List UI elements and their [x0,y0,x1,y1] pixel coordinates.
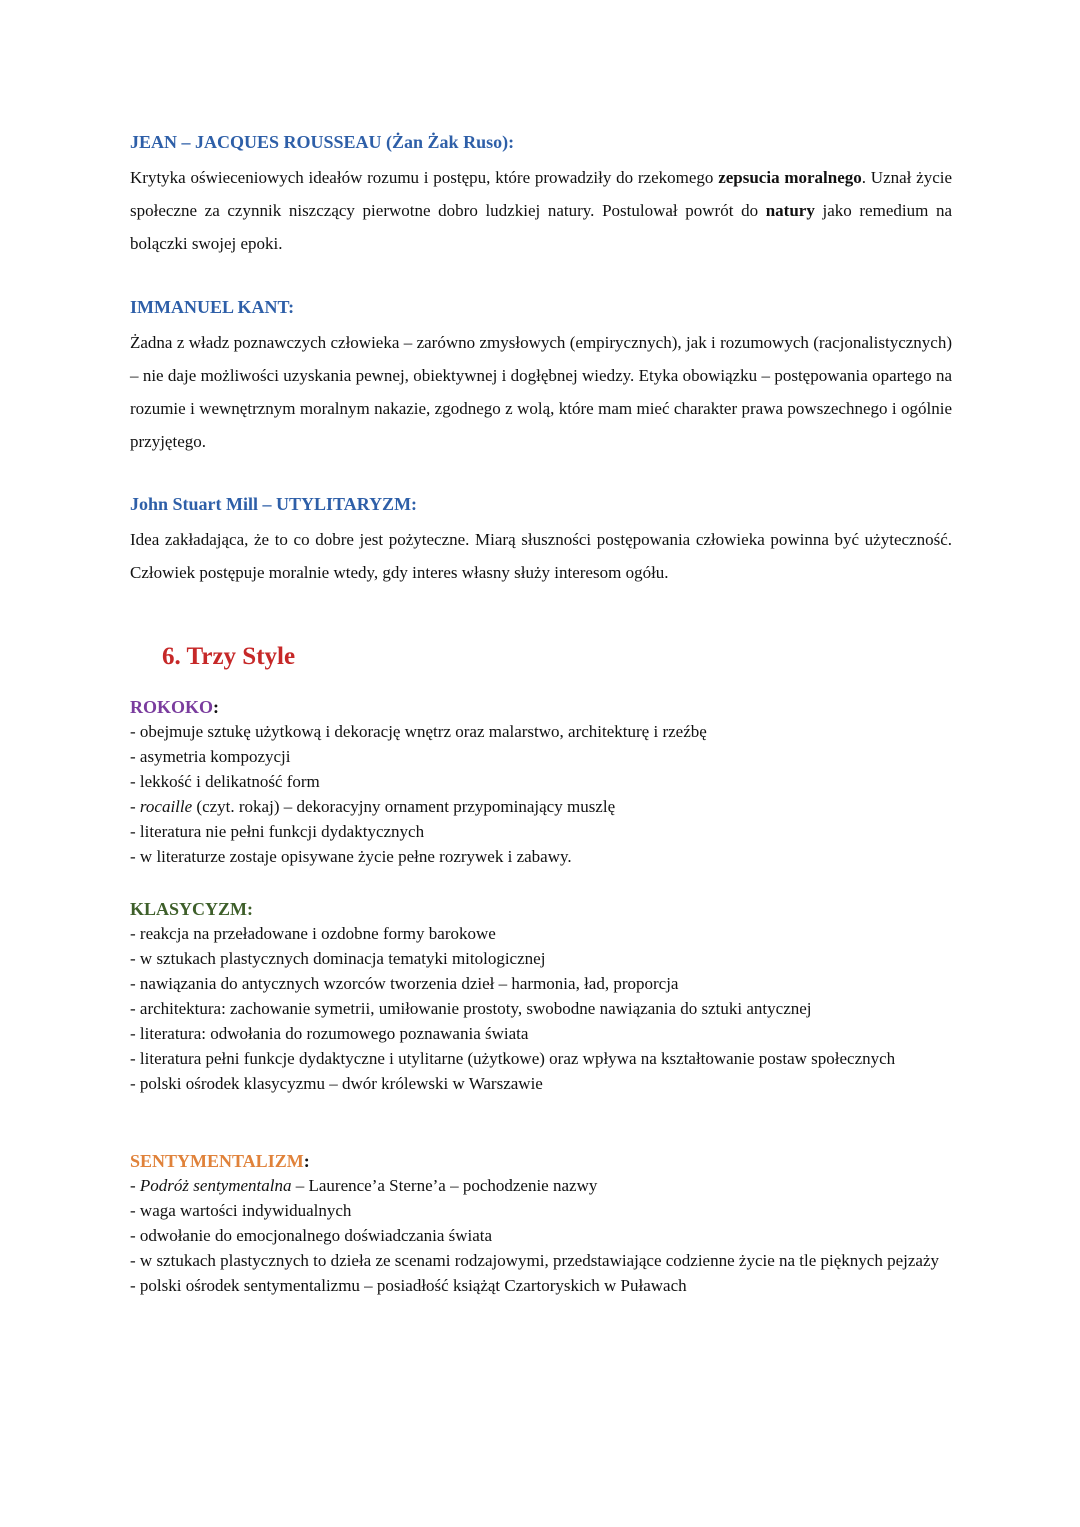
rousseau-text-part: jako remedium na bolączki swojej epoki. [130,201,952,253]
mill-text: Idea zakładająca, że to co dobre jest pożyteczne. Miarą słuszności postępowania człowieka powinna być użyteczność. Człowiek postępuje moralnie wtedy, gdy interes własny służy interesom ogółu. [130,530,952,582]
klasycyzm-heading: KLASYCYZM: [130,899,254,919]
kant-section [130,296,952,458]
rousseau-heading: JEAN – JACQUES ROUSSEAU (Żan Żak Ruso): [130,132,515,152]
list-item: - reakcja na przeładowane i ozdobne formy barokowe [130,924,496,943]
sentymentalizm-list [130,1173,952,1298]
list-item-rest: – Laurence’a Sterne’a – pochodzenie nazwy [291,1176,598,1195]
list-item: - lekkość i delikatność form [130,772,320,791]
rousseau-bold-moral: zepsucia moralnego [718,168,862,187]
kant-heading: IMMANUEL KANT: [130,297,295,317]
book-title: Podróż sentymentalna [139,1176,292,1195]
rokoko-list [130,719,952,869]
list-item: - polski ośrodek sentymentalizmu – posiadłość książąt Czartoryskich w Puławach [130,1276,687,1295]
list-item: - w sztukach plastycznych to dzieła ze scenami rodzajowymi, przedstawiające codzienne życie na tle pięknych pejzaży [130,1251,940,1270]
section-title: 6. Trzy Style [162,643,296,670]
klasycyzm-section [130,898,952,1096]
kant-text: Żadna z władz poznawczych człowieka – zarówno zmysłowych (empirycznych), jak i rozumowych (racjonalistycznych) – nie daje możliwości uzyskania pewnej, obiektywnej i dogłębnej wiedzy. Etyka obowiązku – postępowania opartego na rozumie i wewnętrznym moralnym nakazie, zgodnego z wolą, które mam mieć charakter prawa powszechnego i ogólnie przyjętego. [130,333,952,451]
list-item [130,1173,952,1198]
list-item: - literatura: odwołania do rozumowego poznawania świata [130,1024,529,1043]
list-item: - literatura nie pełni funkcji dydaktycznych [130,822,425,841]
list-item-prefix: - [130,1176,140,1195]
rousseau-text [130,161,952,260]
sentymentalizm-heading [130,1150,952,1172]
mill-heading: John Stuart Mill – UTYLITARYZM: [130,494,418,514]
rousseau-text-part: Krytyka oświeceniowych ideałów rozumu i postępu, które prowadziły do rzekomego [130,168,719,187]
sentymentalizm-heading-colon: : [303,1151,310,1171]
klasycyzm-list [130,921,952,1096]
rokoko-heading-text: ROKOKO [130,697,214,717]
rokoko-heading-colon: : [213,697,220,717]
list-item-rest: (czyt. rokaj) – dekoracyjny ornament przypominający muszlę [192,797,616,816]
list-item: - odwołanie do emocjonalnego doświadczania świata [130,1226,493,1245]
rousseau-text-part: . Uznał życie społeczne za czynnik niszczący pierwotne dobro ludzkiej natury. Postulował powrót do [130,168,953,220]
list-item: - waga wartości indywidualnych [130,1201,352,1220]
list-item: - w literaturze zostaje opisywane życie pełne rozrywek i zabawy. [130,847,572,866]
rousseau-bold-nature: natury [765,201,815,220]
rokoko-heading [130,696,952,718]
list-item: - literatura pełni funkcje dydaktyczne i utylitarne (użytkowe) oraz wpływa na kształtowanie postaw społecznych [130,1049,896,1068]
list-item: - obejmuje sztukę użytkową i dekorację wnętrz oraz malarstwo, architekturę i rzeźbę [130,722,707,741]
rocaille-term: rocaille [139,797,193,816]
rousseau-section [130,131,952,260]
list-item: - w sztukach plastycznych dominacja tematyki mitologicznej [130,949,546,968]
sentymentalizm-heading-text: SENTYMENTALIZM [130,1151,304,1171]
list-item: - asymetria kompozycji [130,747,291,766]
mill-section [130,493,952,589]
list-item: - polski ośrodek klasycyzmu – dwór królewski w Warszawie [130,1074,543,1093]
list-item [130,794,952,819]
list-item: - nawiązania do antycznych wzorców tworzenia dzieł – harmonia, ład, proporcja [130,974,679,993]
list-item: - architektura: zachowanie symetrii, umiłowanie prostoty, swobodne nawiązania do sztuki antycznej [130,999,812,1018]
list-item-prefix: - [130,797,140,816]
sentymentalizm-section [130,1150,952,1298]
rokoko-section [130,696,952,869]
